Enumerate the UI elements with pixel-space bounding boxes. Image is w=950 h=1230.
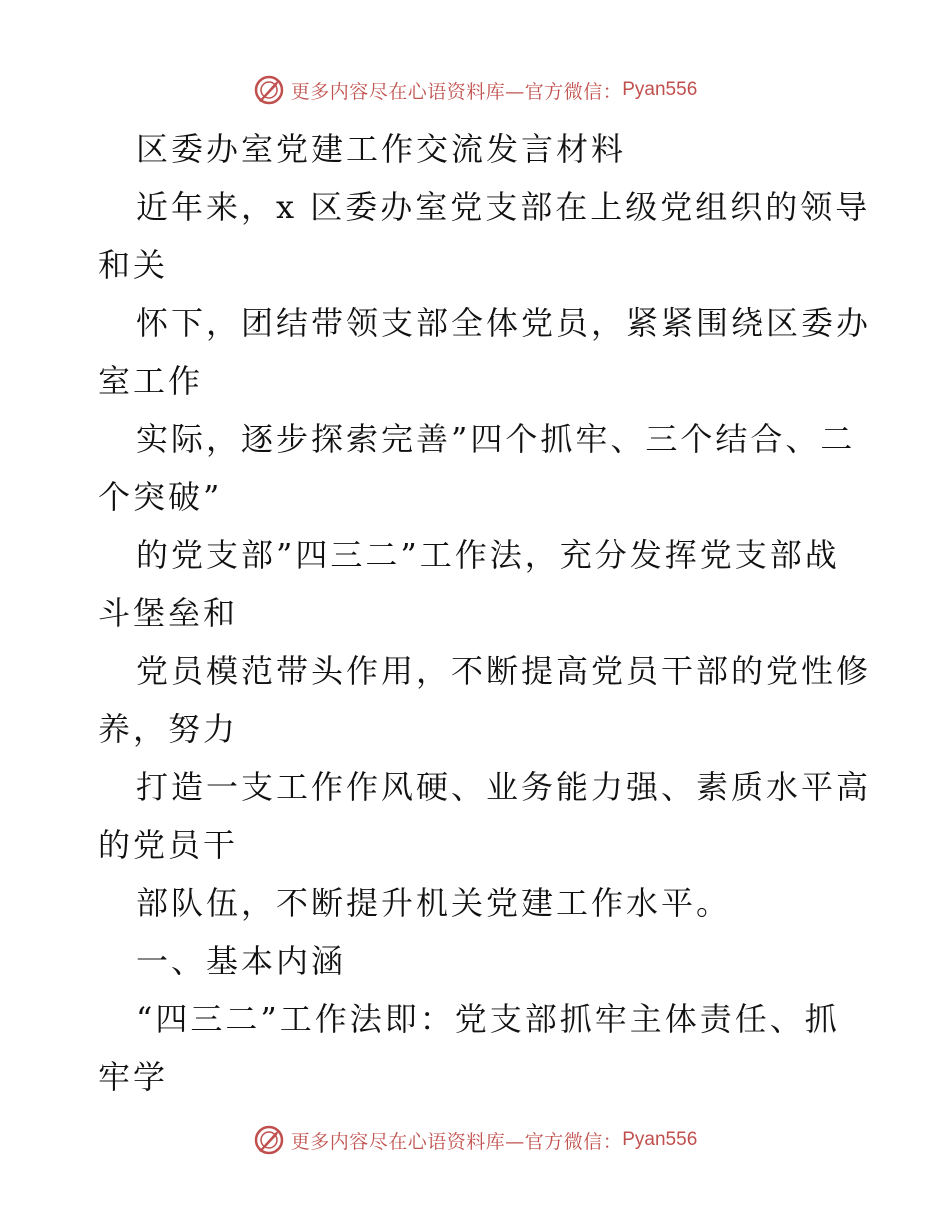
text-line: 部队伍，不断提升机关党建工作水平。 [136,884,732,922]
banner-wechat-id: Pyan556 [622,79,698,100]
quill-seal-icon [253,74,285,106]
text-line: 牢学 [98,1058,169,1096]
banner-text: 更多内容尽在心语资料库—官方微信： [290,80,623,103]
quill-seal-icon [253,1124,285,1156]
text-line: 斗堡垒和 [98,594,239,632]
text-line: 怀下，团结带领支部全体党员，紧紧围绕区委办 [136,304,872,342]
footer-watermark-banner [0,1120,950,1160]
text-line: 近年来，x 区委办室党支部在上级党组织的领导 [136,188,871,226]
text-line: 的党支部”四三二”工作法，充分发挥党支部战 [136,536,840,574]
document-body [98,120,872,1106]
text-line: 室工作 [98,362,204,400]
text-line: “四三二”工作法即：党支部抓牢主体责任、抓 [136,1000,840,1038]
text-line: 个突破” [98,478,223,516]
text-line: 的党员干 [98,826,239,864]
document-title: 区委办室党建工作交流发言材料 [136,130,627,168]
header-watermark-banner [0,70,950,110]
text-line: 党员模范带头作用，不断提高党员干部的党性修 [136,652,872,690]
banner-wechat-id: Pyan556 [622,1129,698,1150]
text-line: 和关 [98,246,169,284]
text-line: 打造一支工作作风硬、业务能力强、素质水平高 [136,768,872,806]
text-line: 实际，逐步探索完善”四个抓牢、三个结合、二 [136,420,856,458]
banner-text: 更多内容尽在心语资料库—官方微信： [290,1130,623,1153]
text-line: 养，努力 [98,710,239,748]
section-heading: 一、基本内涵 [136,942,347,980]
